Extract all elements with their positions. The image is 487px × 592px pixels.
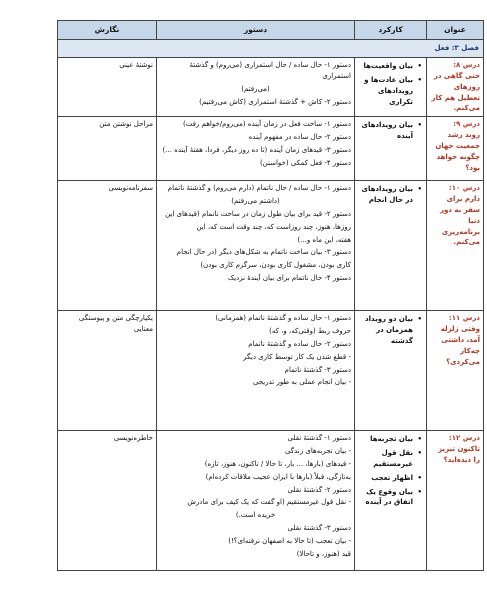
lesson-title: دارم برای سفر به دور دنیا برنامه‌ریزی می‌کنم. xyxy=(440,195,480,247)
header-row xyxy=(58,21,484,40)
grammar-line: - بیان تعجب (تا حالا به اصفهان نرفته‌ای؟!) xyxy=(228,536,351,545)
grammar-line: دستور ۳- قیدهای زمان آینده (تا ده روز دیگر، فردا، هفتهٔ آینده ...) xyxy=(162,145,351,154)
grammar-line: - بیان انجام عملی به طور تدریجی xyxy=(252,378,351,387)
grammar-line: کاری بودن، مشغول کاری بودن، سرگرم کاری بودن) xyxy=(200,261,351,270)
function-item: • بیان رویدادهای آینده xyxy=(358,120,413,142)
header-writing: نگارش xyxy=(58,21,157,40)
table-row xyxy=(58,311,484,431)
chapter-row xyxy=(58,40,484,58)
function-item: • بیان تجربه‌ها xyxy=(358,434,413,445)
header-title: عنوان xyxy=(427,21,484,40)
function-cell xyxy=(355,181,427,311)
lesson-label: درس ۱۱: xyxy=(448,314,480,323)
function-item: • بیان واقعیت‌ها xyxy=(358,61,413,72)
grammar-cell xyxy=(157,431,355,571)
grammar-line: (داشتم می‌رفتم) xyxy=(231,197,280,206)
grammar-line: دستور ۱- حال ساده و گذشتهٔ ناتمام (همزمانی) xyxy=(215,314,351,323)
lesson-title: وقتی زلزله آمد، داشتی چه‌کار می‌کردی؟ xyxy=(440,325,480,366)
grammar-cell xyxy=(157,181,355,311)
grammar-line: دستور ۲- حال ساده در مفهوم آینده xyxy=(248,133,351,142)
grammar-line: روزها، هنوز، چند روزاست که، چند وقت است که، این xyxy=(196,222,351,231)
grammar-line: دستور ۲- گذشتهٔ نقلی xyxy=(287,485,351,494)
grammar-line: دستور ۳- گذشتهٔ ناتمام xyxy=(284,365,351,374)
lesson-title: تاکنون تبریز را دیده‌اید؟ xyxy=(438,445,480,464)
lesson-title: حتی گاهی در روزهای تعطیل هم کار می‌کنم. xyxy=(431,71,480,113)
lesson-label: درس ۹: xyxy=(453,120,480,129)
function-item: • اظهار تعجب xyxy=(358,473,413,484)
function-cell xyxy=(355,311,427,431)
grammar-line: دستور ۱- حال ساده / حال استمراری (می‌روم) و گذشتهٔ استمراری xyxy=(189,61,351,80)
lesson-cell xyxy=(427,311,484,431)
lesson-cell xyxy=(427,431,484,571)
writing-cell: خاطره‌نویسی xyxy=(58,431,157,571)
lesson-cell xyxy=(427,58,484,117)
function-item: • بیان دو رویداد همزمان در گذشته xyxy=(358,314,413,347)
function-item: • بیان وقوع یک اتفاق در آینده xyxy=(358,487,413,509)
grammar-line: - قیدهای (بارها، ... بار، تا حالا / تاکنون، هنوز، تازه) xyxy=(204,459,351,468)
table-row xyxy=(58,117,484,181)
grammar-line: - بیان تجربه‌های زندگی xyxy=(284,447,351,456)
grammar-line: قید (هنوز، و تاحالا) xyxy=(296,549,351,558)
grammar-line: دستور ۳- گذشتهٔ نقلی xyxy=(287,524,351,533)
grammar-line: دستور ۱- ساخت فعل در زمان آینده (می‌روم/خواهم رفت) xyxy=(182,120,351,129)
grammar-cell xyxy=(157,311,355,431)
grammar-line: دستور ۱- گذشتهٔ نقلی xyxy=(287,434,351,443)
lesson-cell xyxy=(427,181,484,311)
function-cell xyxy=(355,117,427,181)
lesson-cell xyxy=(427,117,484,181)
grammar-line: دستور ۳- بیان ساخت ناتمام به شکل‌های دیگر (در حال انجام xyxy=(176,248,351,257)
lesson-label: درس ۱۲: xyxy=(448,434,480,443)
function-cell xyxy=(355,58,427,117)
chapter-title: فصل ۳: فعل xyxy=(58,40,484,58)
writing-cell: یکپارچگی متن و پیوستگی معنایی xyxy=(58,311,157,431)
lesson-label: درس ۸: xyxy=(453,61,480,69)
header-grammar: دستور xyxy=(157,21,355,40)
grammar-line: حروف ربط (وقتی‌که، و، که) xyxy=(269,327,351,336)
grammar-line: دستور ۴- حال ناتمام برای بیان آیندهٔ نزدیک xyxy=(227,274,351,283)
writing-cell: نوشتهٔ عینی xyxy=(58,58,157,117)
function-cell xyxy=(355,431,427,571)
header-function: کارکرد xyxy=(355,21,427,40)
lesson-label: درس ۱۰: xyxy=(448,184,480,193)
writing-cell: مراحل نوشتن متن xyxy=(58,117,157,181)
table-row xyxy=(58,431,484,571)
lesson-title: روند رشد جمعیت جهان چگونه خواهد بود؟ xyxy=(435,131,480,172)
grammar-cell xyxy=(157,117,355,181)
writing-cell: سفرنامه‌نویسی xyxy=(58,181,157,311)
table-row xyxy=(58,58,484,117)
grammar-line: - نقل قول غیرمستقیم (او گفت که یک کیف برای مادرش xyxy=(187,498,351,507)
function-item: • نقل قول غیرمستقیم xyxy=(358,448,413,470)
grammar-line: دستور ۱- حال ساده / حال ناتمام (دارم می‌روم) و گذشتهٔ ناتمام xyxy=(167,184,351,193)
function-item: • بیان عادت‌ها و رویدادهای تکراری xyxy=(358,75,413,108)
grammar-line: به‌تازگی، قبلاً (بارها با ایران عجیب ملاقات کرده‌ام) xyxy=(205,472,351,481)
grammar-line: دستور ۲- کاش + گذشتهٔ استمراری (کاش می‌رفتیم) xyxy=(199,97,351,106)
function-item: • بیان رویدادهای در حال انجام xyxy=(358,184,413,206)
table-row xyxy=(58,181,484,311)
grammar-line: هفته، این ماه و...) xyxy=(297,235,351,244)
grammar-line: دستور ۴- فعل کمکی (خواستن) xyxy=(259,158,351,167)
grammar-line: (می‌رفتم) xyxy=(241,84,270,93)
grammar-cell xyxy=(157,58,355,117)
curriculum-table xyxy=(57,20,484,571)
grammar-line: دستور ۲- قید برای بیان طول زمان در ساخت ناتمام (قیدهای این xyxy=(165,209,351,218)
grammar-line: دستور ۲- حال ساده و گذشتهٔ ناتمام xyxy=(248,339,351,348)
grammar-line: - قطع شدن یک کار توسط کاری دیگر xyxy=(243,352,351,361)
grammar-line: خریده است.) xyxy=(235,511,276,520)
